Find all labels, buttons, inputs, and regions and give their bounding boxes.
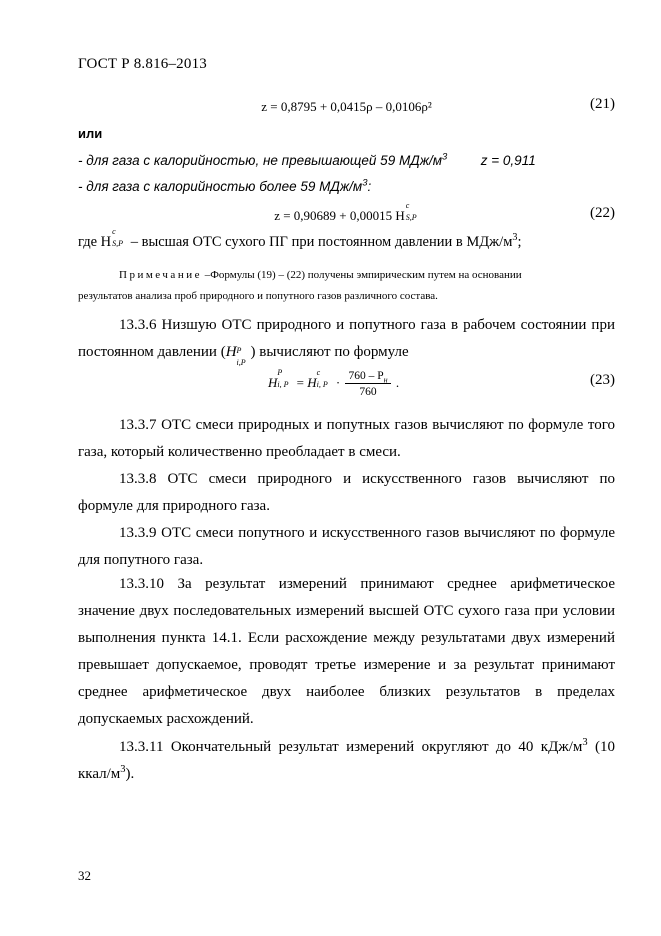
case-high-unit-sup: 3	[362, 177, 368, 189]
or-label: или	[78, 126, 103, 141]
case-high-text: - для газа с калорийностью более 59 МДж/м	[78, 179, 363, 194]
case-high-calorific	[78, 179, 371, 194]
note-label: Примечание	[119, 269, 202, 281]
case-high-colon: :	[367, 179, 372, 194]
equation-22	[78, 201, 615, 227]
case-low-text: - для газа с калорийностью, не превышающей 59 МДж/м	[78, 153, 442, 168]
case-low-unit-sup: 3	[442, 151, 448, 163]
equation-23-formula: H P i, P = H c i, P · $\frac{760 - P_н}{760}$ .	[268, 367, 400, 398]
paragraph-13-3-6: 13.3.6 Низшую ОТС природного и попутного газа в рабочем состоянии при постоянном давлении (H P i,P ) вычисляют по формуле	[78, 317, 615, 367]
note-line-1: Примечание –Формулы (19) – (22) получены эмпирическим путем на основании	[119, 269, 522, 281]
equation-21-formula: z = 0,8795 + 0,0415ρ – 0,0106ρ²	[261, 99, 432, 114]
case-low-z: z = 0,911	[480, 153, 536, 168]
equation-21-number: (21)	[590, 96, 615, 112]
paragraph-13-3-11: 13.3.11 Окончательный результат измерений округляют до 40 кДж/$м^3$ (10 ккал/$м^3$).	[78, 737, 615, 782]
note-line-2: результатов анализа проб природного и попутного газов различного состава.	[78, 290, 438, 302]
equation-22-number: (22)	[590, 205, 615, 221]
case-low-calorific	[78, 153, 536, 168]
paragraph-13-3-10: 13.3.10 За результат измерений принимают среднее арифметическое значение двух последовательных измерений высшей ОТС сухого газа при условии выполнения пункта 14.1. Если расхождение между результатами двух измерений превышает допускаемое, проводят третье измерение и за результат принимают среднее арифметическое двух наиболее близких результатов в пределах допускаемых расхождений.	[78, 576, 615, 727]
where-definition: где H c S,P – высшая ОТС сухого ПГ при постоянном давлении в МДж/$м^3$;	[78, 227, 522, 250]
note-block	[78, 265, 615, 307]
paragraph-13-3-7: 13.3.7 ОТС смеси природных и попутных газов вычисляют по формуле того газа, который количественно преобладает в смеси.	[78, 417, 615, 460]
equation-22-formula: z = 0,90689 + 0,00015 H c S,P	[274, 201, 417, 223]
paragraph-13-3-9: 13.3.9 ОТС смеси попутного и искусственного газов вычисляют по формуле для попутного газа.	[78, 525, 615, 568]
document-header: ГОСТ Р 8.816–2013	[78, 56, 207, 72]
paragraph-13-3-8: 13.3.8 ОТС смеси природного и искусственного газов вычисляют по формуле для природного газа.	[78, 471, 615, 514]
equation-23-number: (23)	[590, 372, 615, 388]
equation-21	[78, 96, 615, 118]
equation-23-fraction: $\frac{760 - P_н}{760}$	[345, 370, 390, 398]
page-number: 32	[78, 868, 91, 883]
equation-23	[78, 368, 615, 408]
